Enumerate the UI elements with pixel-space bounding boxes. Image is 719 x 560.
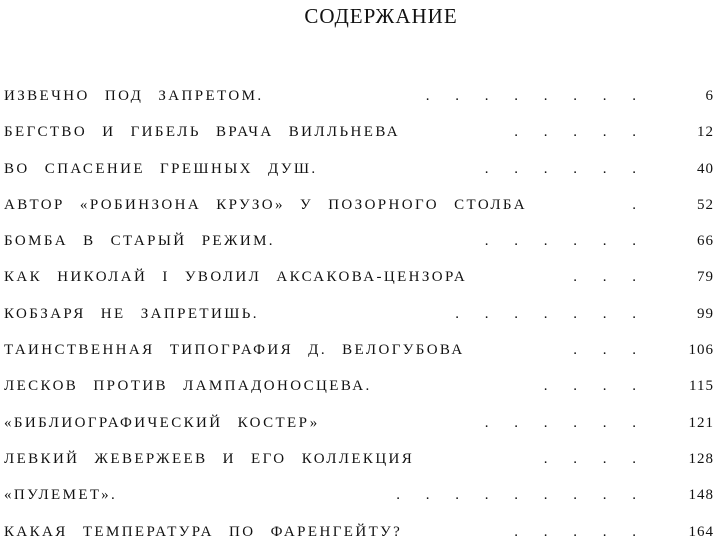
toc-entry-title: ТАИНСТВЕННАЯ ТИПОГРАФИЯ Д. ВЕЛОГУБОВА <box>4 342 465 359</box>
toc-entry <box>4 233 714 269</box>
toc-entry-page-number: 164 <box>688 523 714 540</box>
toc-entry-leader-dots: . . . . . <box>514 124 636 141</box>
toc-entry <box>4 124 714 160</box>
toc-entry <box>4 378 714 414</box>
toc-entry-page-number: 12 <box>697 124 714 141</box>
toc-entry-page-number: 52 <box>697 196 714 213</box>
toc-entry-page-number: 121 <box>688 414 714 431</box>
toc-entry <box>4 487 714 523</box>
toc-entry-leader-dots: . . . <box>573 269 636 286</box>
toc-entry-leader-dots: . . . . . . <box>484 233 636 250</box>
toc-entry-title: КАКАЯ ТЕМПЕРАТУРА ПО ФАРЕНГЕЙТУ? <box>4 523 403 540</box>
toc-entry-leader-dots: . . . . <box>543 378 636 395</box>
toc-entry-title: «ПУЛЕМЕТ». <box>4 487 118 504</box>
toc-entry-title: БЕГСТВО И ГИБЕЛЬ ВРАЧА ВИЛЛЬНЕВА <box>4 124 401 141</box>
toc-entry-title: КОБЗАРЯ НЕ ЗАПРЕТИШЬ. <box>4 305 259 322</box>
toc-entry-page-number: 66 <box>697 233 714 250</box>
table-of-contents <box>4 88 714 560</box>
toc-entry-title: КАК НИКОЛАЙ I УВОЛИЛ АКСАКОВА-ЦЕНЗОРА <box>4 269 468 286</box>
toc-entry-leader-dots: . . . <box>573 342 636 359</box>
toc-entry-page-number: 99 <box>697 305 714 322</box>
toc-entry-leader-dots: . . . . . . <box>484 414 636 431</box>
toc-entry-leader-dots: . . . . <box>543 450 636 467</box>
toc-entry-title: ИЗВЕЧНО ПОД ЗАПРЕТОМ. <box>4 88 264 104</box>
toc-entry <box>4 88 714 124</box>
toc-entry-title: ЛЕВКИЙ ЖЕВЕРЖЕЕВ И ЕГО КОЛЛЕКЦИЯ <box>4 450 415 467</box>
toc-entry <box>4 451 714 487</box>
toc-entry-leader-dots: . . . . . <box>514 523 636 540</box>
toc-entry-leader-dots: . . . . . . . <box>455 305 636 322</box>
toc-entry <box>4 342 714 378</box>
toc-entry-title: ВО СПАСЕНИЕ ГРЕШНЫХ ДУШ. <box>4 160 318 177</box>
toc-entry-page-number: 148 <box>688 487 714 504</box>
toc-entry-leader-dots: . . . . . . <box>484 160 636 177</box>
toc-entry-title: АВТОР «РОБИНЗОНА КРУЗО» У ПОЗОРНОГО СТОЛБА <box>4 196 527 213</box>
toc-entry <box>4 197 714 233</box>
toc-entry-page-number: 40 <box>697 160 714 177</box>
toc-entry-title: ЛЕСКОВ ПРОТИВ ЛАМПАДОНОСЦЕВА. <box>4 378 372 395</box>
toc-entry <box>4 161 714 197</box>
toc-entry-page-number: 106 <box>688 342 714 359</box>
toc-entry-page-number: 6 <box>705 88 714 104</box>
toc-entry <box>4 306 714 342</box>
toc-entry-page-number: 128 <box>688 450 714 467</box>
toc-entry-title: «БИБЛИОГРАФИЧЕСКИЙ КОСТЕР» <box>4 414 320 431</box>
toc-entry-page-number: 115 <box>689 378 714 395</box>
toc-entry <box>4 269 714 305</box>
toc-entry <box>4 524 714 560</box>
toc-entry-leader-dots: . <box>632 196 636 213</box>
toc-entry-title: БОМБА В СТАРЫЙ РЕЖИМ. <box>4 233 275 250</box>
toc-entry <box>4 415 714 451</box>
page-title: СОДЕРЖАНИЕ <box>304 4 458 28</box>
toc-entry-leader-dots: . . . . . . . . . <box>396 487 636 504</box>
toc-entry-page-number: 79 <box>697 269 714 286</box>
toc-entry-leader-dots: . . . . . . . . <box>425 88 636 104</box>
